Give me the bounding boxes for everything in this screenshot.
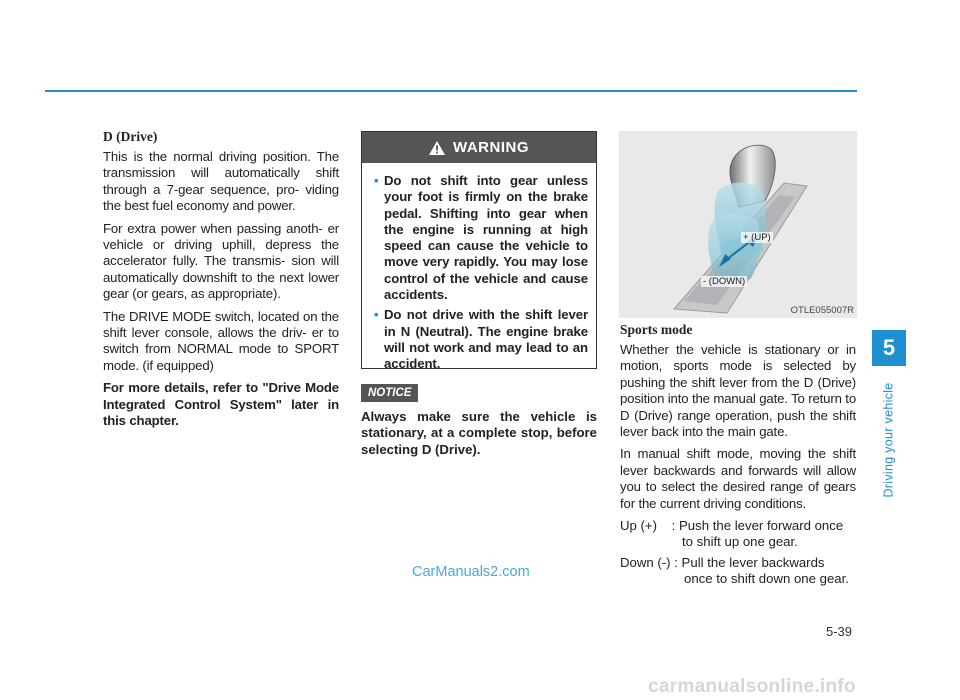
paragraph: The DRIVE MODE switch, located on the shift lever console, allows the driv- er to switch from NORMAL mode to SPORT mode. (if equipped) [103,308,339,373]
definition-up [620,518,856,551]
section-title-sports: Sports mode [620,322,693,337]
sports-mode-section [620,322,856,592]
chapter-title [872,370,906,510]
bullet-icon: • [374,307,379,323]
header-rule [45,90,857,92]
bullet-icon: • [374,173,379,188]
chapter-title-text: Driving your vehicle [882,382,897,498]
definition-desc-cont: once to shift down one gear. [684,571,849,587]
paragraph: This is the normal driving position. The transmission will automatically shift through a 7-gear sequence, pro- viding the best fuel economy and power. [103,149,339,214]
section-title-drive: D (Drive) [103,129,158,144]
definition-down [620,555,856,588]
shift-lever-illustration [619,131,857,318]
warning-list [362,163,596,373]
warning-item [374,173,588,303]
definition-term: Down (-) [620,554,671,570]
definition-term: Up (+) [620,518,658,534]
figure-label-down: - (DOWN) [703,276,746,287]
watermark-corner: carmanualsonline.info [648,676,856,697]
watermark-site: CarManuals2.com [412,564,530,580]
paragraph: For extra power when passing anoth- er vehicle or driving uphill, depress the accelerator fully. The transmis- sion will automatically downshift to the next lower gear (or gears, as appropriate). [103,220,339,302]
page-number: 5-39 [826,624,853,639]
definition-desc: : Pull the lever backwards [674,554,825,570]
warning-item-text: Do not drive with the shift lever in N (Neutral). The engine brake will not work and may lead to an accident. [384,307,588,372]
warning-title: WARNING [453,139,529,156]
warning-item-text: Do not shift into gear unless your foot is firmly on the brake pedal. Shifting into gear when the engine is running at high speed can cause the vehicle to move very rapidly. You may lose control of the vehicle and cause accidents. [384,173,588,303]
notice-badge: NOTICE [361,384,418,402]
warning-box [361,131,597,372]
definition-desc-cont: to shift up one gear. [682,534,798,550]
paragraph-reference: For more details, refer to "Drive Mode Integrated Control System" later in this chapter. [103,380,339,429]
figure-label-up: + (UP) [743,232,771,243]
warning-item [374,307,588,372]
shift-lever-figure [619,131,857,318]
paragraph: Whether the vehicle is stationary or in motion, sports mode is selected by pushing the shift lever from the D (Drive) position into the manual gate. To return to D (Drive) range operation, push the shift lever back into the main gate. [620,342,856,440]
warning-header [362,132,596,163]
warning-icon [429,141,445,155]
drive-section [103,129,339,436]
notice-text: Always make sure the vehicle is stationary, at a complete stop, before selecting D (Drive). [361,409,597,457]
chapter-tab: 5 [872,330,906,366]
definition-desc: : Push the lever forward once [671,518,844,534]
figure-caption: OTLE055007R [790,305,854,316]
paragraph: In manual shift mode, moving the shift lever backwards and forwards will allow you to select the desired range of gears for the current driving conditions. [620,446,856,511]
